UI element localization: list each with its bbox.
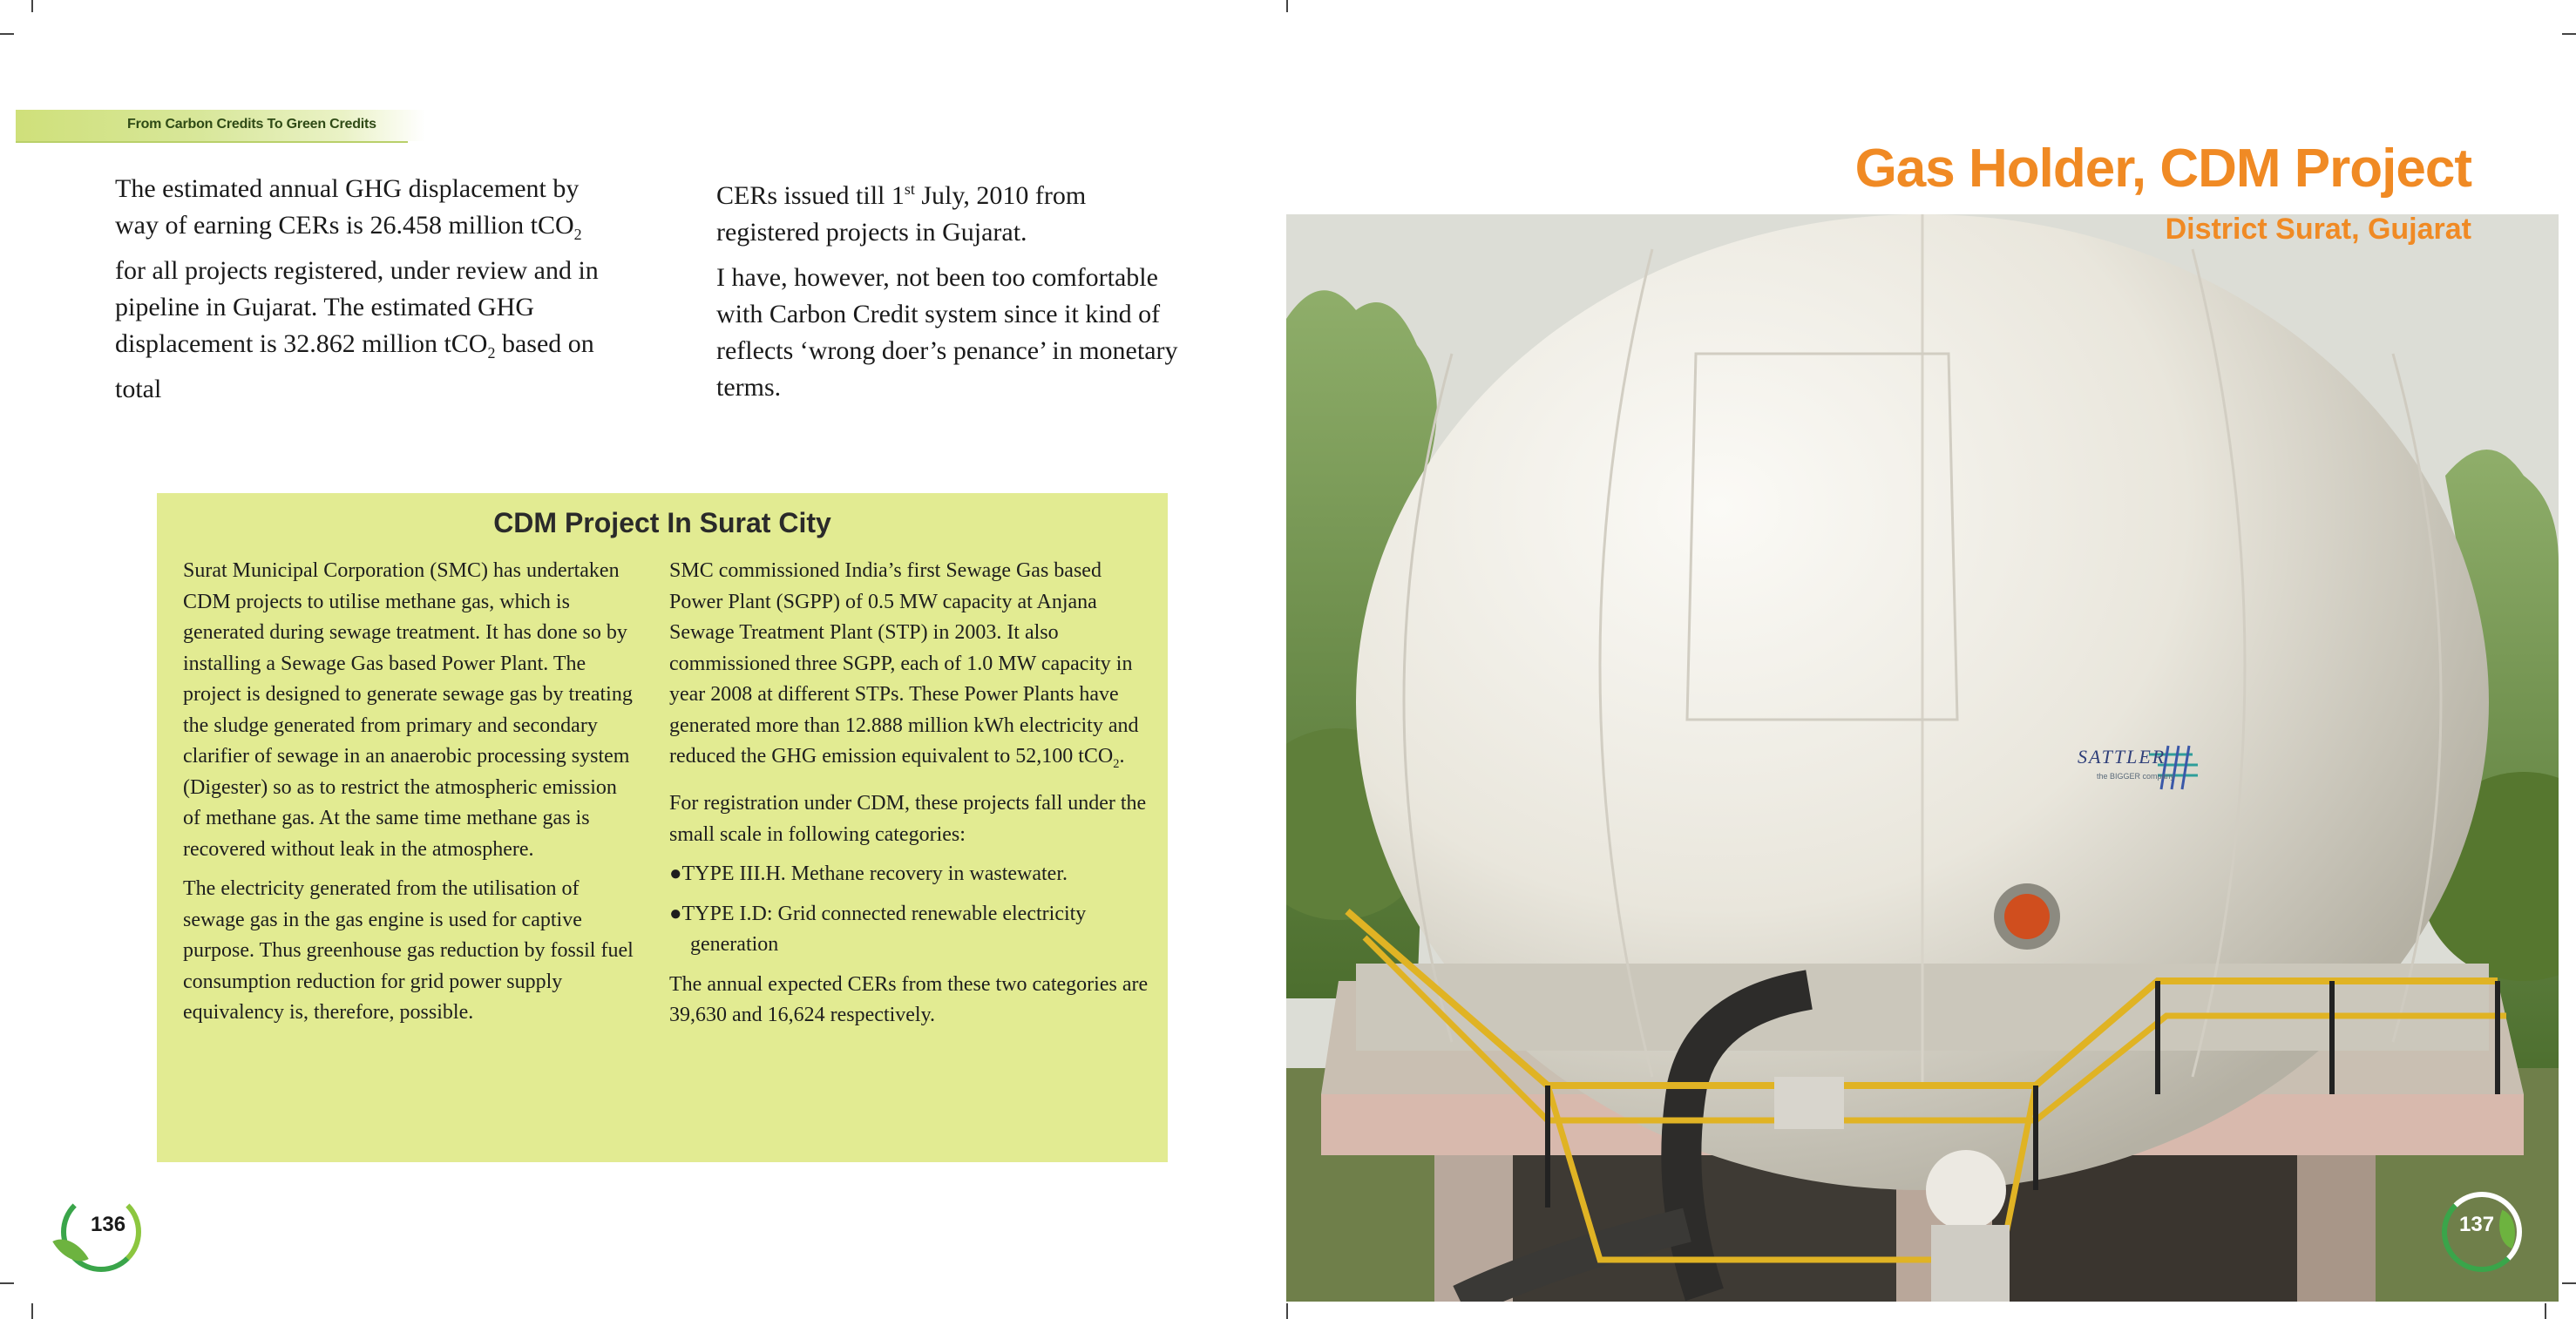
- page-number: 137: [2459, 1213, 2495, 1236]
- page-subtitle: District Surat, Gujarat: [2165, 213, 2471, 246]
- page-number-badge: [52, 1183, 148, 1279]
- box-paragraph: The electricity generated from the utilisation of sewage gas in the gas engine is used for captive purpose. Thus greenhouse gas reduction by fossil fuel consumption reduction for grid power supply equivalency is, therefore, possible.: [183, 877, 634, 1024]
- page-title: Gas Holder, CDM Project: [1854, 139, 2471, 199]
- intro-paragraph: I have, however, not been too comfortable with Carbon Credit system since it kind of reflects ‘wrong doer’s penance’ in monetary terms.: [716, 263, 1178, 402]
- category-bullet: ●TYPE I.D: Grid connected renewable electricity generation: [669, 902, 1087, 957]
- right-page: [1286, 0, 2576, 1319]
- intro-paragraph: CERs issued till 1st July, 2010 from registered projects in Gujarat.: [716, 180, 1087, 247]
- svg-text:the BIGGER company: the BIGGER company: [2097, 772, 2175, 781]
- intro-column-1: [115, 171, 603, 416]
- box-paragraph: SMC commissioned India’s first Sewage Gas based Power Plant (SGPP) of 0.5 MW capacity at Anjana Sewage Treatment Plant (STP) in 2003. It also commissioned three SGPP, each of 1.0 MW capacity in year 2008 at different STPs. These Power Plants have generated more than 12.888 million kWh electricity and reduced the GHG emission equivalent to 52,100 tCO$_2$.: [669, 559, 1139, 771]
- page-number-badge: [2433, 1183, 2529, 1279]
- gas-holder-illustration: [1286, 214, 2559, 1302]
- running-header-text: From Carbon Credits To Green Credits: [127, 117, 376, 132]
- box-paragraph: Surat Municipal Corporation (SMC) has undertaken CDM projects to utilise methane gas, which is generated during sewage treatment. It has done so by installing a Sewage Gas based Power Plant. The project is designed to generate sewage gas by treating the sludge generated from primary and secondary clarifier of sewage in an anaerobic processing system (Digester) so as to restrict the atmospheric emission of methane gas. At the same time methane gas is recovered without leak in the atmosphere.: [183, 559, 633, 861]
- header-divider: [16, 141, 408, 143]
- box-paragraph: The annual expected CERs from these two categories are 39,630 and 16,624 respectively.: [669, 972, 1149, 1027]
- box-paragraph: For registration under CDM, these projects fall under the small scale in following categories:: [669, 792, 1147, 846]
- category-bullet: ●TYPE III.H. Methane recovery in wastewater.: [669, 862, 1068, 886]
- cdm-project-box: [157, 493, 1168, 1162]
- svg-text:SATTLER: SATTLER: [2078, 746, 2166, 768]
- page-number: 136: [91, 1213, 126, 1236]
- intro-column-2: [716, 171, 1187, 415]
- left-page: [0, 0, 1286, 1319]
- intro-paragraph: The estimated annual GHG displacement by way of earning CERs is 26.458 million tCO$_2$ for all projects registered, under review and in pipeline in Gujarat. The estimated GHG displacement is 32.862 million tCO$_2$ based on total: [115, 174, 599, 403]
- box-column-1: [183, 556, 636, 1038]
- gas-holder-photo: [1286, 214, 2559, 1302]
- box-column-2: [669, 556, 1150, 1040]
- running-header: [16, 110, 425, 141]
- box-title: CDM Project In Surat City: [493, 507, 831, 538]
